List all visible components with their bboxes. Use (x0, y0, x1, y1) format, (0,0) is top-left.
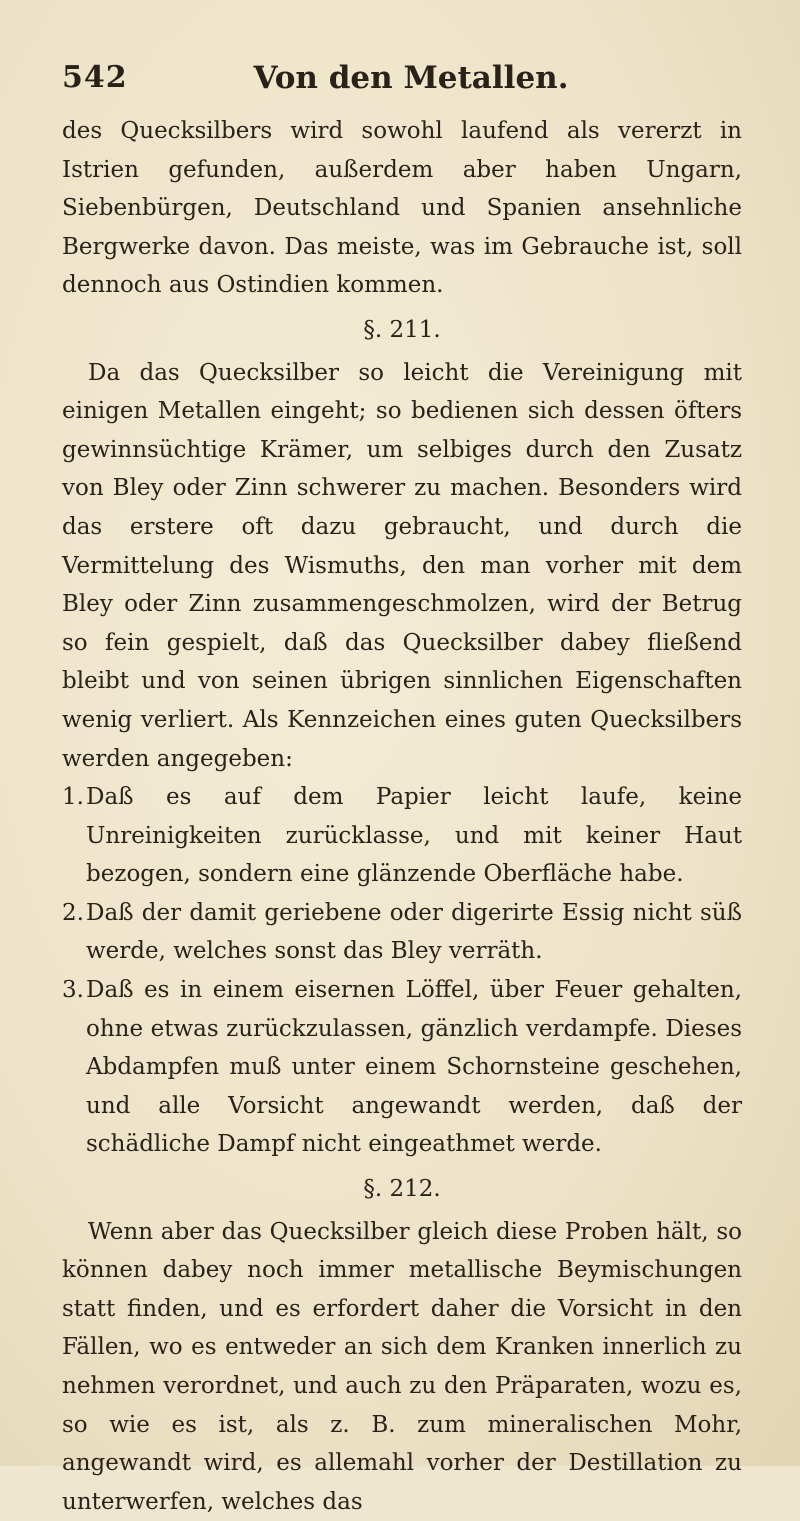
list-item (62, 894, 742, 971)
list-item (62, 778, 742, 894)
paragraph: Wenn aber das Quecksilber gleich diese Proben hält, so können dabey noch immer metallische Beymischungen statt finden, und es erfordert daher die Vorsicht in den Fällen, wo es entweder an sich dem Kranken innerlich zu nehmen verordnet, und auch zu den Präparaten, wozu es, so wie es ist, als z. B. zum mineralischen Mohr, angewandt wird, es allemahl vorher der Destillation zu unterwerfen, welches das (62, 1218, 742, 1515)
paragraph: des Quecksilbers wird sowohl laufend als vererzt in Istrien gefunden, außerdem aber haben Ungarn, Siebenbürgen, Deutschland und Spanien ansehnliche Bergwerke davon. Das meiste, was im Gebrauche ist, soll dennoch aus Ostindien kommen. (62, 118, 742, 299)
section-heading: §. 211. (363, 316, 441, 343)
page-header (62, 60, 760, 100)
list-item-number: 2. (62, 899, 84, 926)
list-item (62, 971, 742, 1164)
body-text (62, 112, 742, 1521)
list-item-text: Daß es auf dem Papier leicht laufe, keine Unreinigkeiten zurücklasse, und mit keiner Haut bezogen, sondern eine glänzende Oberfläche habe. (86, 784, 742, 888)
running-title: Von den Metallen. (253, 60, 569, 96)
list-item-number: 3. (62, 977, 84, 1004)
section-heading: §. 212. (363, 1176, 441, 1203)
page-number: 542 (62, 60, 128, 95)
paragraph: Da das Quecksilber so leicht die Vereinigung mit einigen Metallen eingeht; so bedienen sich dessen öfters gewinnsüchtige Krämer, um selbiges durch den Zusatz von Bley oder Zinn schwerer zu machen. Besonders wird das erstere oft dazu gebraucht, und durch die Vermittelung des Wismuths, den man vorher mit dem Bley oder Zinn zusammengeschmolzen, wird der Betrug so fein gespielt, daß das Quecksilber dabey fließend bleibt und von seinen übrigen sinnlichen Eigenschaften wenig verliert. Als Kennzeichen eines guten Quecksilbers werden angegeben: (62, 359, 742, 772)
list-item-number: 1. (62, 784, 84, 811)
list-item-text: Daß der damit geriebene oder digerirte Essig nicht süß werde, welches sonst das Bley verräth. (86, 899, 742, 965)
list-item-text: Daß es in einem eisernen Löffel, über Feuer gehalten, ohne etwas zurückzulassen, gänzlich verdampfe. Dieses Abdampfen muß unter einem Schornsteine geschehen, und alle Vorsicht angewandt werden, daß der schädliche Dampf nicht eingeathmet werde. (86, 977, 742, 1158)
